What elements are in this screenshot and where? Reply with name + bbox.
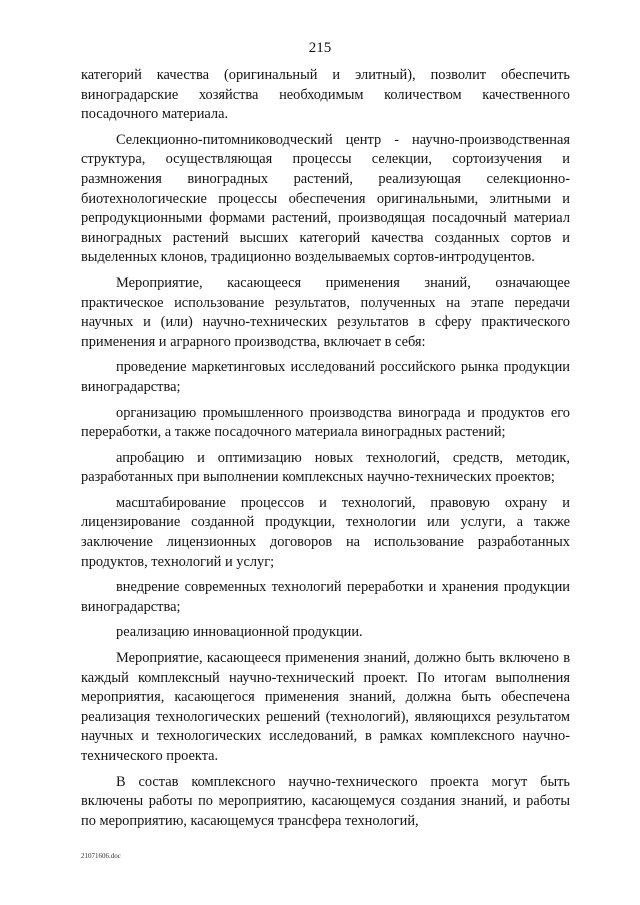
paragraph-continuation: категорий качества (оригинальный и элитный), позволит обеспечить виноградарские хозяйства необходимым количеством качественного посадочного материала. <box>81 67 570 123</box>
list-item-implementation: внедрение современных технологий переработки и хранения продукции виноградарства; <box>81 579 570 615</box>
list-item-production: организацию промышленного производства винограда и продуктов его переработки, а также посадочного материала виноградных растений; <box>81 404 570 441</box>
page-number: 215 <box>308 40 332 56</box>
footer-filename: 21071606.doc <box>81 852 121 860</box>
list-item-approbation: апробацию и оптимизацию новых технологий, средств, методик, разработанных при выполнении комплексных научно-технических проектов; <box>81 449 570 486</box>
paragraph-project-composition: В состав комплексного научно-технического проекта могут быть включены работы по мероприятию, касающемуся создания знаний, и работы по мероприятию, касающемуся трансфера технологий, <box>81 773 570 829</box>
list-item-marketing: проведение маркетинговых исследований российского рынка продукции виноградарства; <box>81 359 570 395</box>
document-body <box>81 66 570 837</box>
paragraph-knowledge-application: Мероприятие, касающееся применения знаний, означающее практическое использование результатов, полученных на этапе передачи научных и (или) научно-технических результатов в сферу практического применения и аграрного производства, включает в себя: <box>81 274 570 350</box>
list-item-scaling: масштабирование процессов и технологий, правовую охрану и лицензирование созданной продукции, технологии или услуги, а также заключение лицензионных договоров на использование разработанных продуктов, технологий и услуг; <box>81 494 570 570</box>
list-item-innovation: реализацию инновационной продукции. <box>116 624 363 641</box>
paragraph-inclusion: Мероприятие, касающееся применения знаний, должно быть включено в каждый комплексный научно-технический проект. По итогам выполнения мероприятия, касающегося применения знаний, должна быть обеспечена реализация технологических решений (технологий), являющихся результатом научных и технологических исследований, в рамках комплексного научно-технического проекта. <box>81 650 570 764</box>
paragraph-center-definition: Селекционно-питомниководческий центр - научно-производственная структура, осуществляющая процессы селекции, сортоизучения и размножения виноградных растений, реализующая селекционно-биотехнологические процессы обеспечения оригинальными, элитными и репродукционными формами растений, производящая посадочный материал виноградных растений высших категорий качества созданных сортов и выделенных клонов, традиционно возделываемых сортов-интродуцентов. <box>81 131 570 266</box>
